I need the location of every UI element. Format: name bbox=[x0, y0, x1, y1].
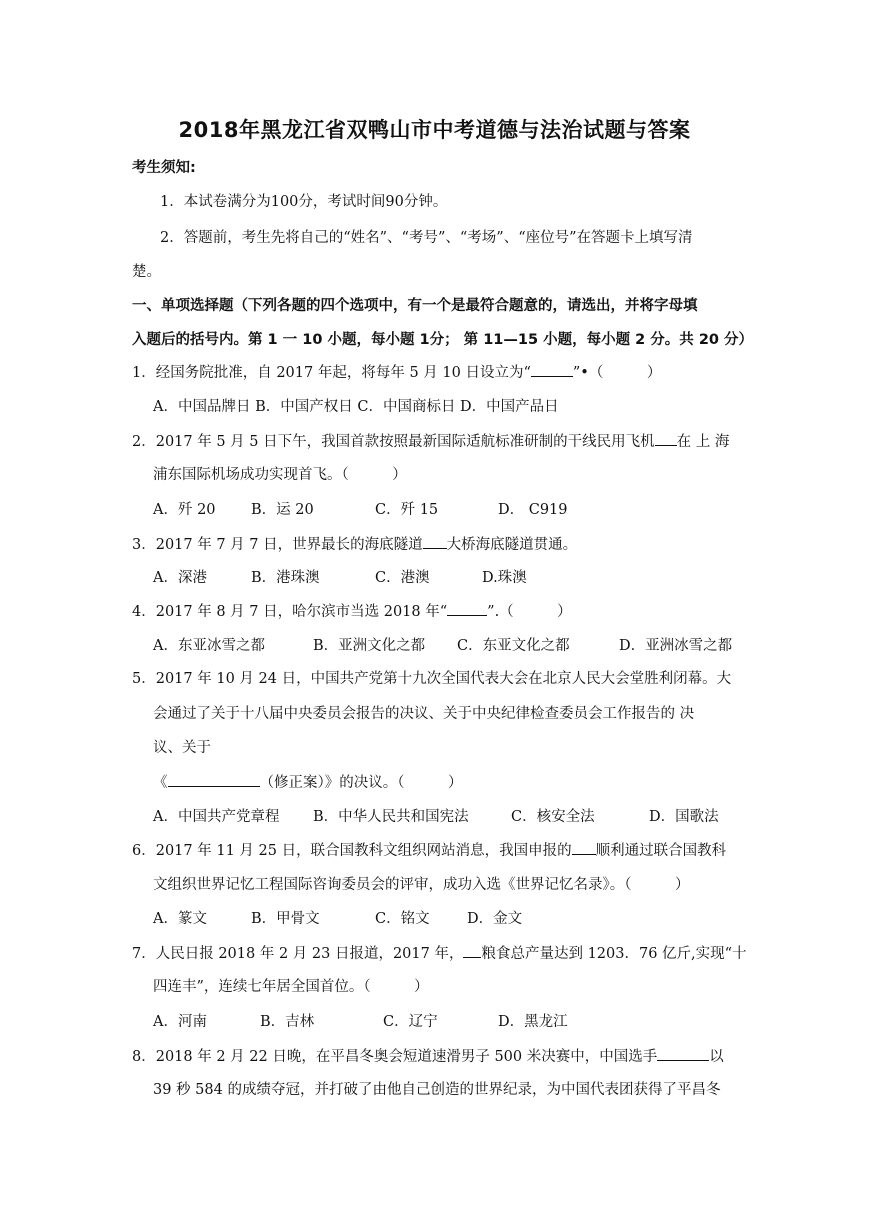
question-2 bbox=[132, 431, 729, 452]
question-5-open-bracket: 《 bbox=[153, 775, 168, 791]
option-c: C．港澳 bbox=[375, 570, 430, 586]
option-d: D．国歌法 bbox=[649, 809, 719, 825]
option-d: D.珠澳 bbox=[482, 570, 527, 586]
answer-blank bbox=[168, 772, 260, 787]
option-b: B．中华人民共和国宪法 bbox=[313, 809, 469, 825]
question-3-text-end: 大桥海底隧道贯通。 bbox=[446, 537, 578, 553]
question-7-text-end: 粮食总产量达到 1203．76 亿斤,实现“十 bbox=[481, 946, 747, 962]
answer-blank bbox=[655, 431, 677, 446]
option-b: B．甲骨文 bbox=[251, 911, 320, 927]
notice-item-2: 2．答题前，考生先将自己的“姓名”、“考号”、“考场”、“座位号”在答题卡上填写清 bbox=[160, 230, 693, 246]
option-c: C．辽宁 bbox=[383, 1014, 438, 1030]
question-1-text: 1．经国务院批准，自 2017 年起，将每年 5 月 10 日设立为“ bbox=[132, 365, 531, 381]
question-2-text-end: 在 上 海 bbox=[676, 434, 730, 450]
option-b: B．港珠澳 bbox=[251, 570, 320, 586]
answer-blank bbox=[657, 1046, 709, 1061]
notice-heading: 考生须知: bbox=[132, 160, 196, 176]
question-5-cont-2: 议、关于 bbox=[153, 740, 211, 756]
page-title: 2018年黑龙江省双鸭山市中考道德与法治试题与答案 bbox=[178, 118, 691, 142]
option-a: A．深港 bbox=[153, 570, 207, 586]
question-5-cont-3 bbox=[153, 772, 463, 793]
option-c: C．铭文 bbox=[375, 911, 430, 927]
question-5-text-end: （修正案）》的决议。（ ） bbox=[259, 775, 463, 791]
question-1-text-end: ”•（ ） bbox=[572, 365, 662, 381]
option-a: A．歼 20 bbox=[153, 502, 216, 518]
question-5: 5．2017 年 10 月 24 日，中国共产党第十九次全国代表大会在北京人民大会堂胜利闭幕。大 bbox=[132, 671, 732, 687]
question-6-text-end: 顺利通过联合国教科 bbox=[595, 843, 727, 859]
option-a: A．中国共产党章程 bbox=[153, 809, 280, 825]
answer-blank bbox=[447, 601, 487, 616]
option-a: A．东亚冰雪之都 bbox=[153, 638, 265, 654]
section-heading-line-2: 入题后的括号内。第 1 一 10 小题，每小题 1分； 第 11—15 小题，每小题 2 分。共 20 分） bbox=[132, 332, 754, 348]
option-a: A．篆文 bbox=[153, 911, 207, 927]
question-4-text: 4．2017 年 8 月 7 日，哈尔滨市当选 2018 年“ bbox=[132, 604, 448, 620]
question-8-text: 8．2018 年 2 月 22 日晚，在平昌冬奥会短道速滑男子 500 米决赛中，中国选手 bbox=[132, 1049, 658, 1065]
question-4-text-end: ”.（ ） bbox=[487, 604, 572, 620]
question-1-options: A．中国品牌日 B．中国产权日 C．中国商标日 D．中国产品日 bbox=[153, 399, 559, 415]
question-3-text: 3．2017 年 7 月 7 日，世界最长的海底隧道 bbox=[132, 537, 423, 553]
answer-blank bbox=[423, 534, 447, 549]
option-c: C．东亚文化之都 bbox=[457, 638, 570, 654]
answer-blank bbox=[463, 943, 481, 958]
option-d: D．金文 bbox=[467, 911, 523, 927]
option-b: B．吉林 bbox=[260, 1014, 315, 1030]
option-b: B．亚洲文化之都 bbox=[313, 638, 426, 654]
question-2-cont: 浦东国际机场成功实现首飞。（ ） bbox=[153, 467, 407, 483]
notice-item-1: 1．本试卷满分为100分，考试时间90分钟。 bbox=[160, 194, 448, 210]
option-d: D． C919 bbox=[498, 502, 568, 518]
question-6-text: 6．2017 年 11 月 25 日，联合国教科文组织网站消息，我国申报的 bbox=[132, 843, 572, 859]
question-7-text: 7．人民日报 2018 年 2 月 23 日报道，2017 年， bbox=[132, 946, 464, 962]
answer-blank bbox=[531, 362, 573, 377]
option-a: A．河南 bbox=[153, 1014, 207, 1030]
question-3 bbox=[132, 534, 577, 555]
option-b: B．运 20 bbox=[251, 502, 314, 518]
answer-blank bbox=[572, 840, 596, 855]
option-d: D．黑龙江 bbox=[498, 1014, 568, 1030]
question-1 bbox=[132, 362, 661, 383]
notice-item-2-cont: 楚。 bbox=[132, 264, 161, 280]
question-6-cont: 文组织世界记忆工程国际咨询委员会的评审，成功入选《世界记忆名录》。（ ） bbox=[153, 877, 690, 893]
option-c: C．歼 15 bbox=[375, 502, 439, 518]
question-7-cont: 四连丰”，连续七年居全国首位。（ ） bbox=[153, 979, 429, 995]
question-8-text-end: 以 bbox=[709, 1049, 724, 1065]
option-c: C．核安全法 bbox=[511, 809, 595, 825]
question-4 bbox=[132, 601, 572, 622]
section-heading-line-1: 一、单项选择题（下列各题的四个选项中，有一个是最符合题意的，请选出，并将字母填 bbox=[132, 298, 698, 314]
question-7 bbox=[132, 943, 747, 964]
question-8 bbox=[132, 1046, 724, 1067]
question-5-cont-1: 会通过了关于十八届中央委员会报告的决议、关于中央纪律检查委员会工作报告的 决 bbox=[153, 706, 695, 722]
question-2-text: 2．2017 年 5 月 5 日下午，我国首款按照最新国际适航标准研制的干线民用飞机 bbox=[132, 434, 655, 450]
option-d: D．亚洲冰雪之都 bbox=[619, 638, 733, 654]
question-8-cont: 39 秒 584 的成绩夺冠，并打破了由他自己创造的世界纪录，为中国代表团获得了平昌冬 bbox=[153, 1082, 721, 1098]
question-6 bbox=[132, 840, 726, 861]
